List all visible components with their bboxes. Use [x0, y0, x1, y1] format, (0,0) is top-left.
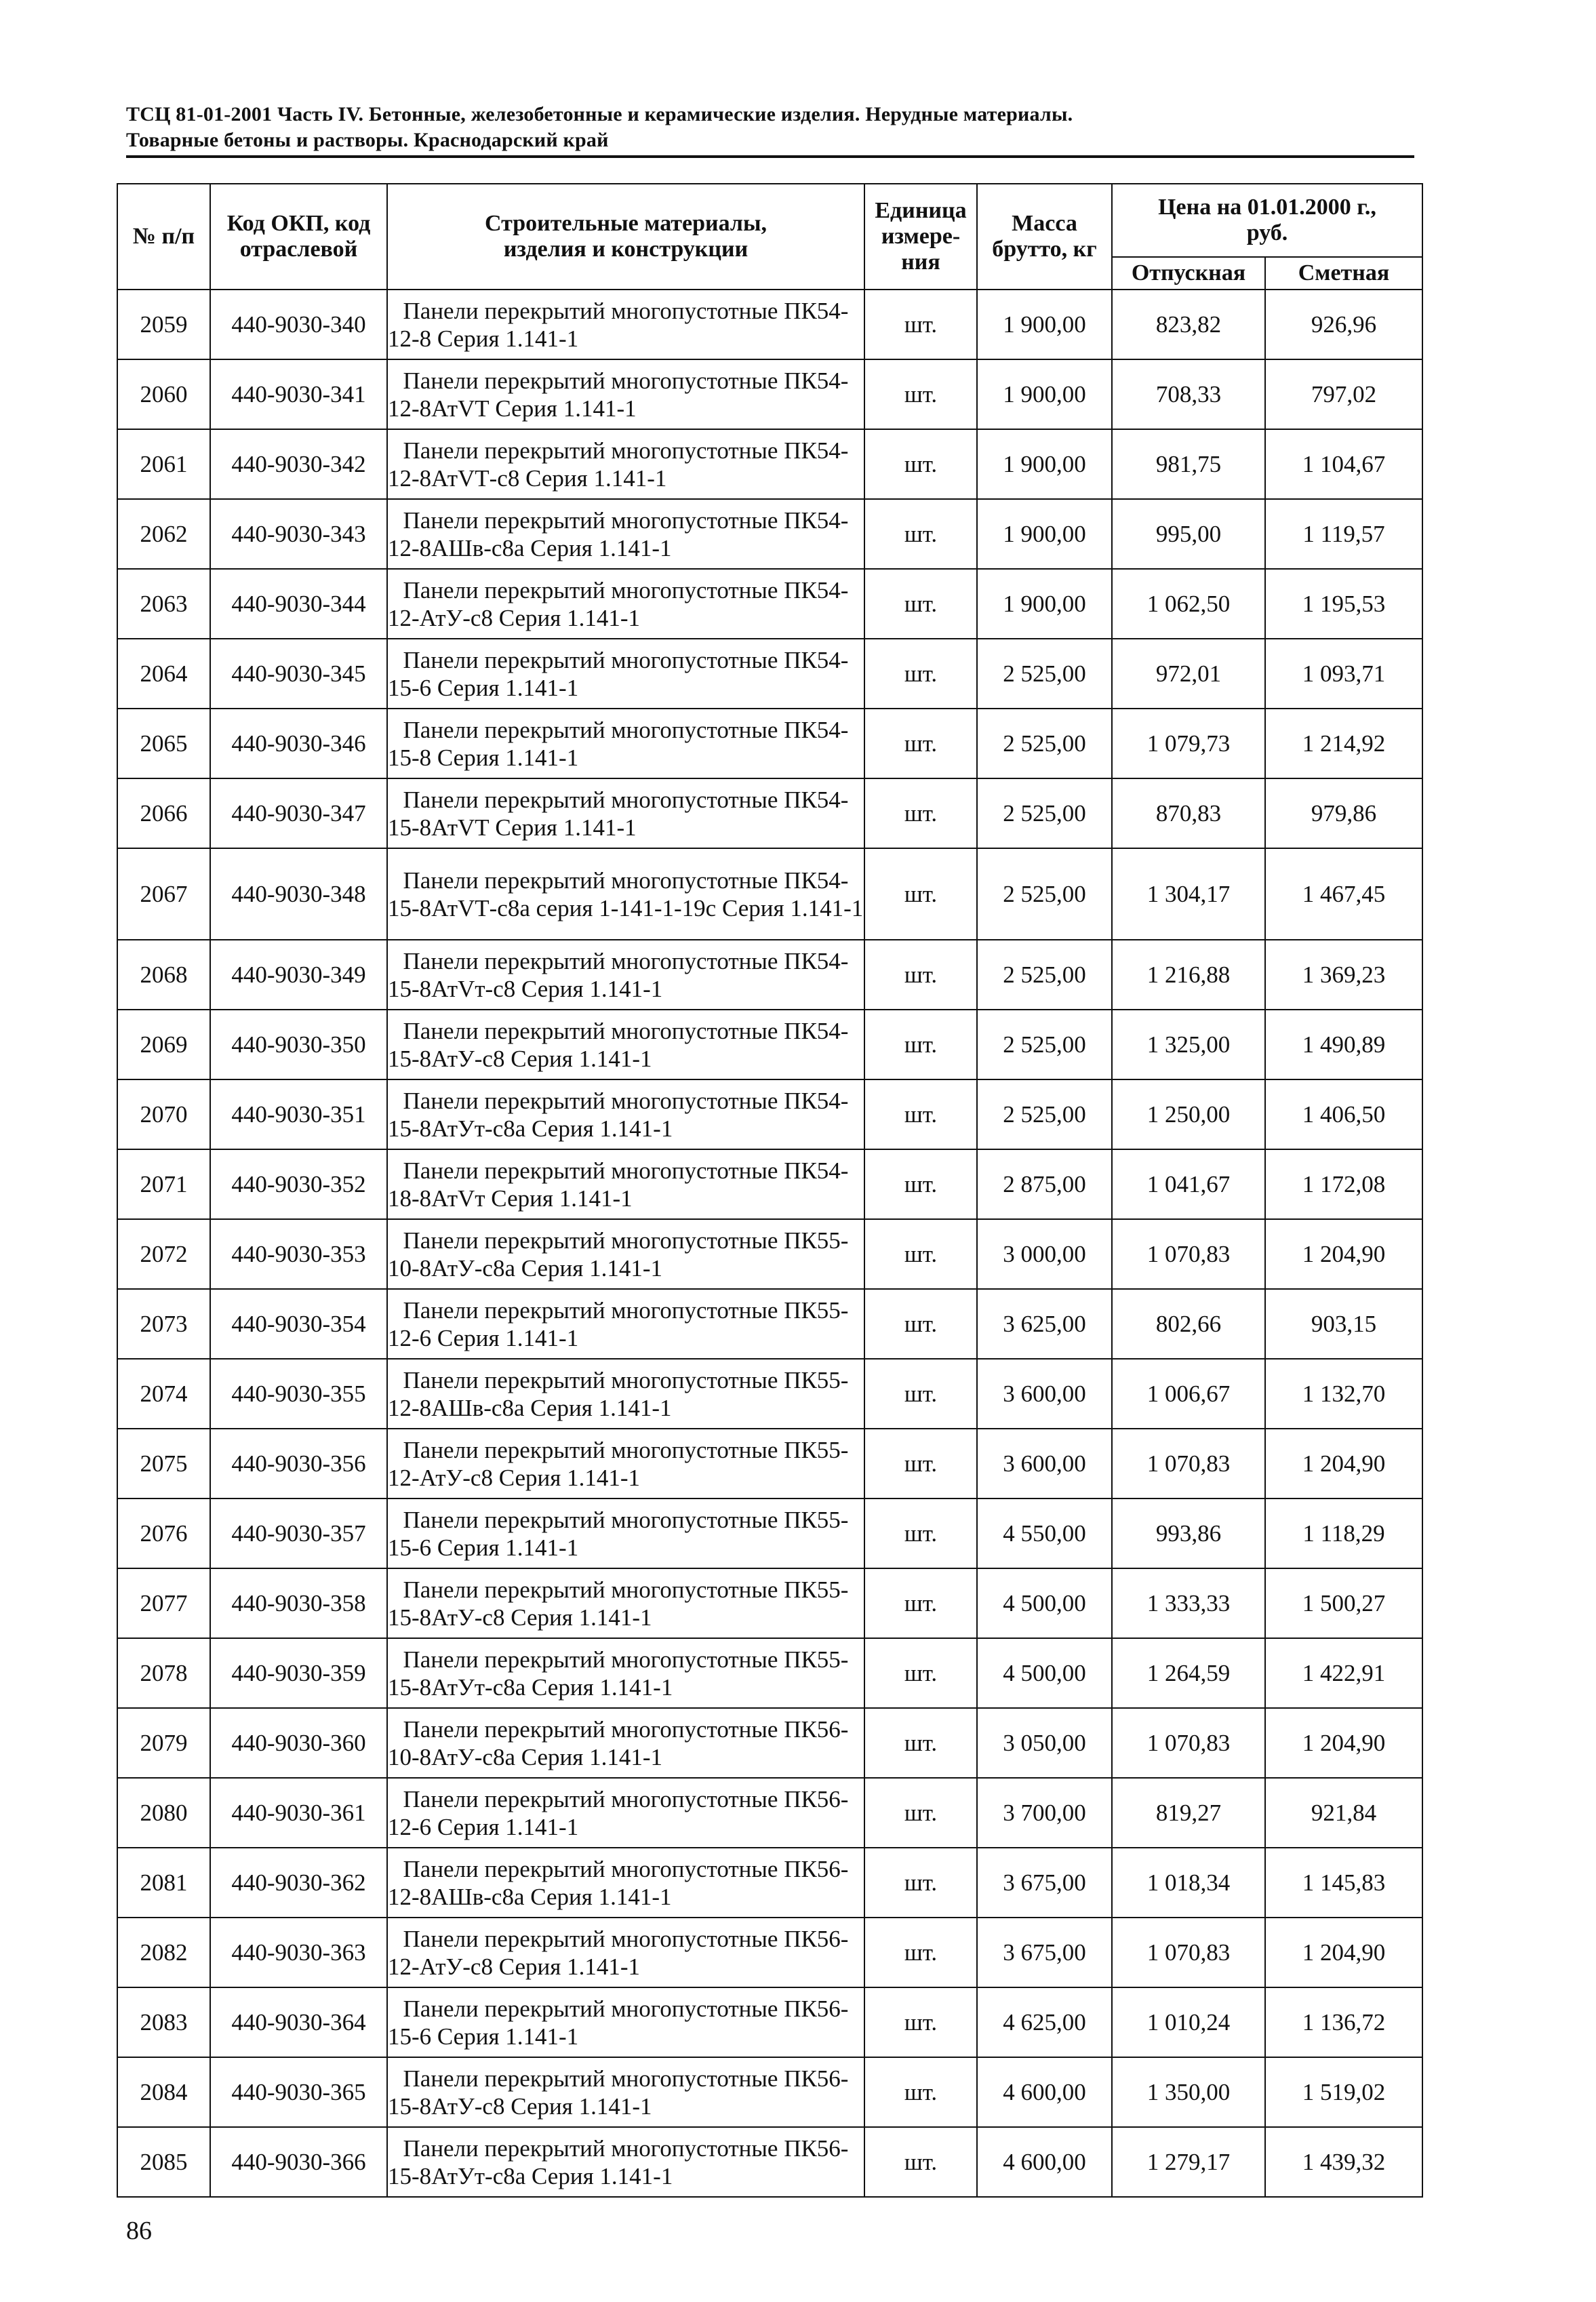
- cell-estimate-price: 1 204,90: [1265, 1708, 1422, 1778]
- table-row: [117, 1219, 1422, 1289]
- cell-estimate-price: 1 422,91: [1265, 1638, 1422, 1708]
- table-row: [117, 1918, 1422, 1987]
- cell-code: 440-9030-353: [210, 1219, 387, 1289]
- cell-estimate-price: 1 204,90: [1265, 1918, 1422, 1987]
- cell-code: 440-9030-344: [210, 569, 387, 639]
- cell-unit: шт.: [864, 1149, 977, 1219]
- page-number: 86: [126, 2217, 152, 2245]
- cell-estimate-price: 979,86: [1265, 778, 1422, 848]
- cell-code: 440-9030-356: [210, 1429, 387, 1499]
- cell-name: Панели перекрытий многопустотные ПК54-12-8АШв-с8а Серия 1.141-1: [387, 499, 864, 569]
- cell-estimate-price: 1 519,02: [1265, 2057, 1422, 2127]
- cell-release-price: 995,00: [1112, 499, 1265, 569]
- cell-release-price: 1 070,83: [1112, 1918, 1265, 1987]
- cell-name: Панели перекрытий многопустотные ПК54-15-6 Серия 1.141-1: [387, 639, 864, 709]
- cell-unit: шт.: [864, 359, 977, 429]
- table-row: [117, 1848, 1422, 1918]
- cell-code: 440-9030-366: [210, 2127, 387, 2197]
- cell-unit: шт.: [864, 1499, 977, 1568]
- cell-mass: 2 525,00: [977, 709, 1112, 778]
- cell-name: Панели перекрытий многопустотные ПК56-10-8АтУ-с8а Серия 1.141-1: [387, 1708, 864, 1778]
- cell-estimate-price: 1 119,57: [1265, 499, 1422, 569]
- cell-mass: 4 500,00: [977, 1638, 1112, 1708]
- cell-name: Панели перекрытий многопустотные ПК54-18-8АтVт Серия 1.141-1: [387, 1149, 864, 1219]
- header-title-line1: ТСЦ 81-01-2001 Часть IV. Бетонные, железобетонные и керамические изделия. Нерудные материалы.: [126, 103, 1073, 125]
- table-row: [117, 1359, 1422, 1429]
- cell-release-price: 708,33: [1112, 359, 1265, 429]
- col-header-unit: Единица измере-ния: [864, 184, 977, 290]
- cell-unit: шт.: [864, 1079, 977, 1149]
- cell-unit: шт.: [864, 778, 977, 848]
- cell-release-price: 1 070,83: [1112, 1429, 1265, 1499]
- cell-code: 440-9030-348: [210, 848, 387, 940]
- cell-release-price: 1 325,00: [1112, 1010, 1265, 1079]
- cell-no: 2067: [117, 848, 210, 940]
- cell-name: Панели перекрытий многопустотные ПК54-15-8АтУт-с8а Серия 1.141-1: [387, 1079, 864, 1149]
- cell-release-price: 1 079,73: [1112, 709, 1265, 778]
- cell-mass: 2 525,00: [977, 778, 1112, 848]
- cell-no: 2085: [117, 2127, 210, 2197]
- cell-name: Панели перекрытий многопустотные ПК56-12-АтУ-с8 Серия 1.141-1: [387, 1918, 864, 1987]
- cell-unit: шт.: [864, 2127, 977, 2197]
- cell-name: Панели перекрытий многопустотные ПК56-15-8АтУ-с8 Серия 1.141-1: [387, 2057, 864, 2127]
- table-row: [117, 709, 1422, 778]
- cell-mass: 3 600,00: [977, 1359, 1112, 1429]
- cell-no: 2075: [117, 1429, 210, 1499]
- cell-mass: 3 675,00: [977, 1918, 1112, 1987]
- cell-release-price: 1 070,83: [1112, 1219, 1265, 1289]
- cell-release-price: 823,82: [1112, 290, 1265, 359]
- cell-mass: 4 600,00: [977, 2057, 1112, 2127]
- cell-unit: шт.: [864, 1848, 977, 1918]
- cell-no: 2063: [117, 569, 210, 639]
- cell-mass: 2 525,00: [977, 1079, 1112, 1149]
- cell-unit: шт.: [864, 709, 977, 778]
- cell-unit: шт.: [864, 1708, 977, 1778]
- table-row: [117, 2057, 1422, 2127]
- cell-release-price: 1 062,50: [1112, 569, 1265, 639]
- cell-code: 440-9030-362: [210, 1848, 387, 1918]
- cell-no: 2074: [117, 1359, 210, 1429]
- col-header-price-group: Цена на 01.01.2000 г., руб.: [1112, 184, 1422, 257]
- cell-estimate-price: 1 118,29: [1265, 1499, 1422, 1568]
- table-row: [117, 359, 1422, 429]
- cell-estimate-price: 1 145,83: [1265, 1848, 1422, 1918]
- cell-code: 440-9030-350: [210, 1010, 387, 1079]
- table-row: [117, 1149, 1422, 1219]
- cell-name: Панели перекрытий многопустотные ПК55-12-6 Серия 1.141-1: [387, 1289, 864, 1359]
- cell-code: 440-9030-364: [210, 1987, 387, 2057]
- cell-code: 440-9030-343: [210, 499, 387, 569]
- cell-name: Панели перекрытий многопустотные ПК54-12-8АтVТ Серия 1.141-1: [387, 359, 864, 429]
- cell-name: Панели перекрытий многопустотные ПК55-10-8АтУ-с8а Серия 1.141-1: [387, 1219, 864, 1289]
- table-row: [117, 429, 1422, 499]
- cell-estimate-price: 1 500,27: [1265, 1568, 1422, 1638]
- cell-release-price: 1 333,33: [1112, 1568, 1265, 1638]
- table-row: [117, 290, 1422, 359]
- cell-release-price: 1 264,59: [1112, 1638, 1265, 1708]
- cell-no: 2079: [117, 1708, 210, 1778]
- cell-release-price: 1 018,34: [1112, 1848, 1265, 1918]
- cell-mass: 2 525,00: [977, 848, 1112, 940]
- cell-code: 440-9030-360: [210, 1708, 387, 1778]
- cell-unit: шт.: [864, 1987, 977, 2057]
- cell-code: 440-9030-346: [210, 709, 387, 778]
- cell-estimate-price: 921,84: [1265, 1778, 1422, 1848]
- cell-release-price: 870,83: [1112, 778, 1265, 848]
- cell-unit: шт.: [864, 639, 977, 709]
- cell-code: 440-9030-351: [210, 1079, 387, 1149]
- cell-code: 440-9030-345: [210, 639, 387, 709]
- cell-mass: 1 900,00: [977, 429, 1112, 499]
- cell-name: Панели перекрытий многопустотные ПК55-12-8АШв-с8а Серия 1.141-1: [387, 1359, 864, 1429]
- cell-no: 2060: [117, 359, 210, 429]
- cell-unit: шт.: [864, 1359, 977, 1429]
- cell-release-price: 1 216,88: [1112, 940, 1265, 1010]
- table-row: [117, 778, 1422, 848]
- cell-mass: 3 600,00: [977, 1429, 1112, 1499]
- cell-mass: 4 625,00: [977, 1987, 1112, 2057]
- cell-code: 440-9030-361: [210, 1778, 387, 1848]
- cell-no: 2084: [117, 2057, 210, 2127]
- col-header-name: Строительные материалы, изделия и конструкции: [387, 184, 864, 290]
- cell-no: 2077: [117, 1568, 210, 1638]
- table-row: [117, 569, 1422, 639]
- cell-code: 440-9030-357: [210, 1499, 387, 1568]
- table-row: [117, 1289, 1422, 1359]
- cell-code: 440-9030-354: [210, 1289, 387, 1359]
- cell-release-price: 1 279,17: [1112, 2127, 1265, 2197]
- cell-mass: 2 525,00: [977, 639, 1112, 709]
- cell-mass: 2 525,00: [977, 1010, 1112, 1079]
- cell-code: 440-9030-359: [210, 1638, 387, 1708]
- cell-name: Панели перекрытий многопустотные ПК54-15-8АтУ-с8 Серия 1.141-1: [387, 1010, 864, 1079]
- cell-estimate-price: 797,02: [1265, 359, 1422, 429]
- cell-no: 2065: [117, 709, 210, 778]
- cell-mass: 2 875,00: [977, 1149, 1112, 1219]
- table-row: [117, 1568, 1422, 1638]
- table-row: [117, 639, 1422, 709]
- cell-no: 2068: [117, 940, 210, 1010]
- cell-unit: шт.: [864, 940, 977, 1010]
- cell-code: 440-9030-365: [210, 2057, 387, 2127]
- cell-name: Панели перекрытий многопустотные ПК56-15-8АтУт-с8а Серия 1.141-1: [387, 2127, 864, 2197]
- cell-unit: шт.: [864, 1638, 977, 1708]
- cell-no: 2080: [117, 1778, 210, 1848]
- price-table: [117, 183, 1423, 2198]
- cell-unit: шт.: [864, 1219, 977, 1289]
- cell-unit: шт.: [864, 1429, 977, 1499]
- cell-mass: 3 675,00: [977, 1848, 1112, 1918]
- cell-no: 2071: [117, 1149, 210, 1219]
- cell-no: 2083: [117, 1987, 210, 2057]
- table-row: [117, 1010, 1422, 1079]
- table-row: [117, 1499, 1422, 1568]
- cell-mass: 3 050,00: [977, 1708, 1112, 1778]
- cell-code: 440-9030-358: [210, 1568, 387, 1638]
- cell-no: 2069: [117, 1010, 210, 1079]
- table-row: [117, 848, 1422, 940]
- cell-unit: шт.: [864, 569, 977, 639]
- cell-release-price: 1 070,83: [1112, 1708, 1265, 1778]
- cell-no: 2081: [117, 1848, 210, 1918]
- col-header-estimate: Сметная: [1265, 257, 1422, 290]
- cell-mass: 3 000,00: [977, 1219, 1112, 1289]
- col-header-mass: Масса брутто, кг: [977, 184, 1112, 290]
- header-title-line2: Товарные бетоны и растворы. Краснодарский край: [126, 129, 609, 151]
- cell-name: Панели перекрытий многопустотные ПК54-12-АтУ-с8 Серия 1.141-1: [387, 569, 864, 639]
- cell-no: 2059: [117, 290, 210, 359]
- header-divider: [126, 155, 1414, 158]
- cell-release-price: 1 350,00: [1112, 2057, 1265, 2127]
- cell-mass: 4 500,00: [977, 1568, 1112, 1638]
- cell-estimate-price: 1 490,89: [1265, 1010, 1422, 1079]
- cell-code: 440-9030-341: [210, 359, 387, 429]
- col-header-release: Отпускная: [1112, 257, 1265, 290]
- table-row: [117, 1987, 1422, 2057]
- cell-mass: 2 525,00: [977, 940, 1112, 1010]
- cell-no: 2078: [117, 1638, 210, 1708]
- cell-unit: шт.: [864, 499, 977, 569]
- cell-release-price: 972,01: [1112, 639, 1265, 709]
- cell-unit: шт.: [864, 1568, 977, 1638]
- cell-unit: шт.: [864, 1918, 977, 1987]
- cell-code: 440-9030-340: [210, 290, 387, 359]
- cell-mass: 4 550,00: [977, 1499, 1112, 1568]
- cell-unit: шт.: [864, 1289, 977, 1359]
- cell-no: 2061: [117, 429, 210, 499]
- cell-mass: 3 625,00: [977, 1289, 1112, 1359]
- table-row: [117, 1708, 1422, 1778]
- cell-unit: шт.: [864, 1010, 977, 1079]
- table-row: [117, 1079, 1422, 1149]
- cell-release-price: 819,27: [1112, 1778, 1265, 1848]
- cell-name: Панели перекрытий многопустотные ПК56-12-8АШв-с8а Серия 1.141-1: [387, 1848, 864, 1918]
- cell-estimate-price: 1 406,50: [1265, 1079, 1422, 1149]
- cell-no: 2073: [117, 1289, 210, 1359]
- cell-name: Панели перекрытий многопустотные ПК56-15-6 Серия 1.141-1: [387, 1987, 864, 2057]
- cell-estimate-price: 1 204,90: [1265, 1429, 1422, 1499]
- cell-release-price: 981,75: [1112, 429, 1265, 499]
- cell-name: Панели перекрытий многопустотные ПК55-12-АтУ-с8 Серия 1.141-1: [387, 1429, 864, 1499]
- table-row: [117, 499, 1422, 569]
- cell-estimate-price: 1 214,92: [1265, 709, 1422, 778]
- page-header: [126, 102, 1414, 153]
- cell-release-price: 1 304,17: [1112, 848, 1265, 940]
- cell-release-price: 993,86: [1112, 1499, 1265, 1568]
- cell-no: 2082: [117, 1918, 210, 1987]
- cell-no: 2062: [117, 499, 210, 569]
- cell-name: Панели перекрытий многопустотные ПК54-15-8АтVТ Серия 1.141-1: [387, 778, 864, 848]
- table-row: [117, 2127, 1422, 2197]
- cell-name: Панели перекрытий многопустотные ПК54-15-8АтVТ-с8а серия 1-141-1-19с Серия 1.141-1: [387, 848, 864, 940]
- cell-name: Панели перекрытий многопустотные ПК55-15-8АтУ-с8 Серия 1.141-1: [387, 1568, 864, 1638]
- cell-mass: 1 900,00: [977, 359, 1112, 429]
- cell-name: Панели перекрытий многопустотные ПК54-12-8АтVТ-с8 Серия 1.141-1: [387, 429, 864, 499]
- cell-estimate-price: 1 439,32: [1265, 2127, 1422, 2197]
- table-row: [117, 1638, 1422, 1708]
- cell-release-price: 1 010,24: [1112, 1987, 1265, 2057]
- cell-name: Панели перекрытий многопустотные ПК55-15-6 Серия 1.141-1: [387, 1499, 864, 1568]
- col-header-no: № п/п: [117, 184, 210, 290]
- table-body: [117, 290, 1422, 2197]
- cell-no: 2070: [117, 1079, 210, 1149]
- cell-unit: шт.: [864, 1778, 977, 1848]
- col-header-code: Код ОКП, код отраслевой: [210, 184, 387, 290]
- cell-name: Панели перекрытий многопустотные ПК54-12-8 Серия 1.141-1: [387, 290, 864, 359]
- cell-code: 440-9030-349: [210, 940, 387, 1010]
- cell-mass: 1 900,00: [977, 499, 1112, 569]
- cell-estimate-price: 1 104,67: [1265, 429, 1422, 499]
- cell-name: Панели перекрытий многопустотные ПК56-12-6 Серия 1.141-1: [387, 1778, 864, 1848]
- cell-estimate-price: 1 172,08: [1265, 1149, 1422, 1219]
- cell-unit: шт.: [864, 848, 977, 940]
- cell-estimate-price: 1 369,23: [1265, 940, 1422, 1010]
- cell-mass: 1 900,00: [977, 290, 1112, 359]
- cell-mass: 3 700,00: [977, 1778, 1112, 1848]
- table-row: [117, 1429, 1422, 1499]
- cell-code: 440-9030-347: [210, 778, 387, 848]
- cell-code: 440-9030-355: [210, 1359, 387, 1429]
- table-row: [117, 940, 1422, 1010]
- cell-release-price: 1 006,67: [1112, 1359, 1265, 1429]
- cell-code: 440-9030-342: [210, 429, 387, 499]
- cell-estimate-price: 1 132,70: [1265, 1359, 1422, 1429]
- cell-name: Панели перекрытий многопустотные ПК54-15-8АтVт-с8 Серия 1.141-1: [387, 940, 864, 1010]
- cell-unit: шт.: [864, 290, 977, 359]
- cell-no: 2076: [117, 1499, 210, 1568]
- cell-mass: 1 900,00: [977, 569, 1112, 639]
- cell-estimate-price: 1 195,53: [1265, 569, 1422, 639]
- cell-no: 2072: [117, 1219, 210, 1289]
- cell-name: Панели перекрытий многопустотные ПК54-15-8 Серия 1.141-1: [387, 709, 864, 778]
- cell-estimate-price: 1 136,72: [1265, 1987, 1422, 2057]
- cell-estimate-price: 1 467,45: [1265, 848, 1422, 940]
- cell-release-price: 1 041,67: [1112, 1149, 1265, 1219]
- cell-release-price: 1 250,00: [1112, 1079, 1265, 1149]
- cell-mass: 4 600,00: [977, 2127, 1112, 2197]
- cell-no: 2064: [117, 639, 210, 709]
- cell-unit: шт.: [864, 429, 977, 499]
- cell-estimate-price: 903,15: [1265, 1289, 1422, 1359]
- cell-name: Панели перекрытий многопустотные ПК55-15-8АтУт-с8а Серия 1.141-1: [387, 1638, 864, 1708]
- cell-code: 440-9030-363: [210, 1918, 387, 1987]
- cell-estimate-price: 1 093,71: [1265, 639, 1422, 709]
- cell-release-price: 802,66: [1112, 1289, 1265, 1359]
- cell-unit: шт.: [864, 2057, 977, 2127]
- cell-estimate-price: 1 204,90: [1265, 1219, 1422, 1289]
- cell-estimate-price: 926,96: [1265, 290, 1422, 359]
- cell-code: 440-9030-352: [210, 1149, 387, 1219]
- table-row: [117, 1778, 1422, 1848]
- cell-no: 2066: [117, 778, 210, 848]
